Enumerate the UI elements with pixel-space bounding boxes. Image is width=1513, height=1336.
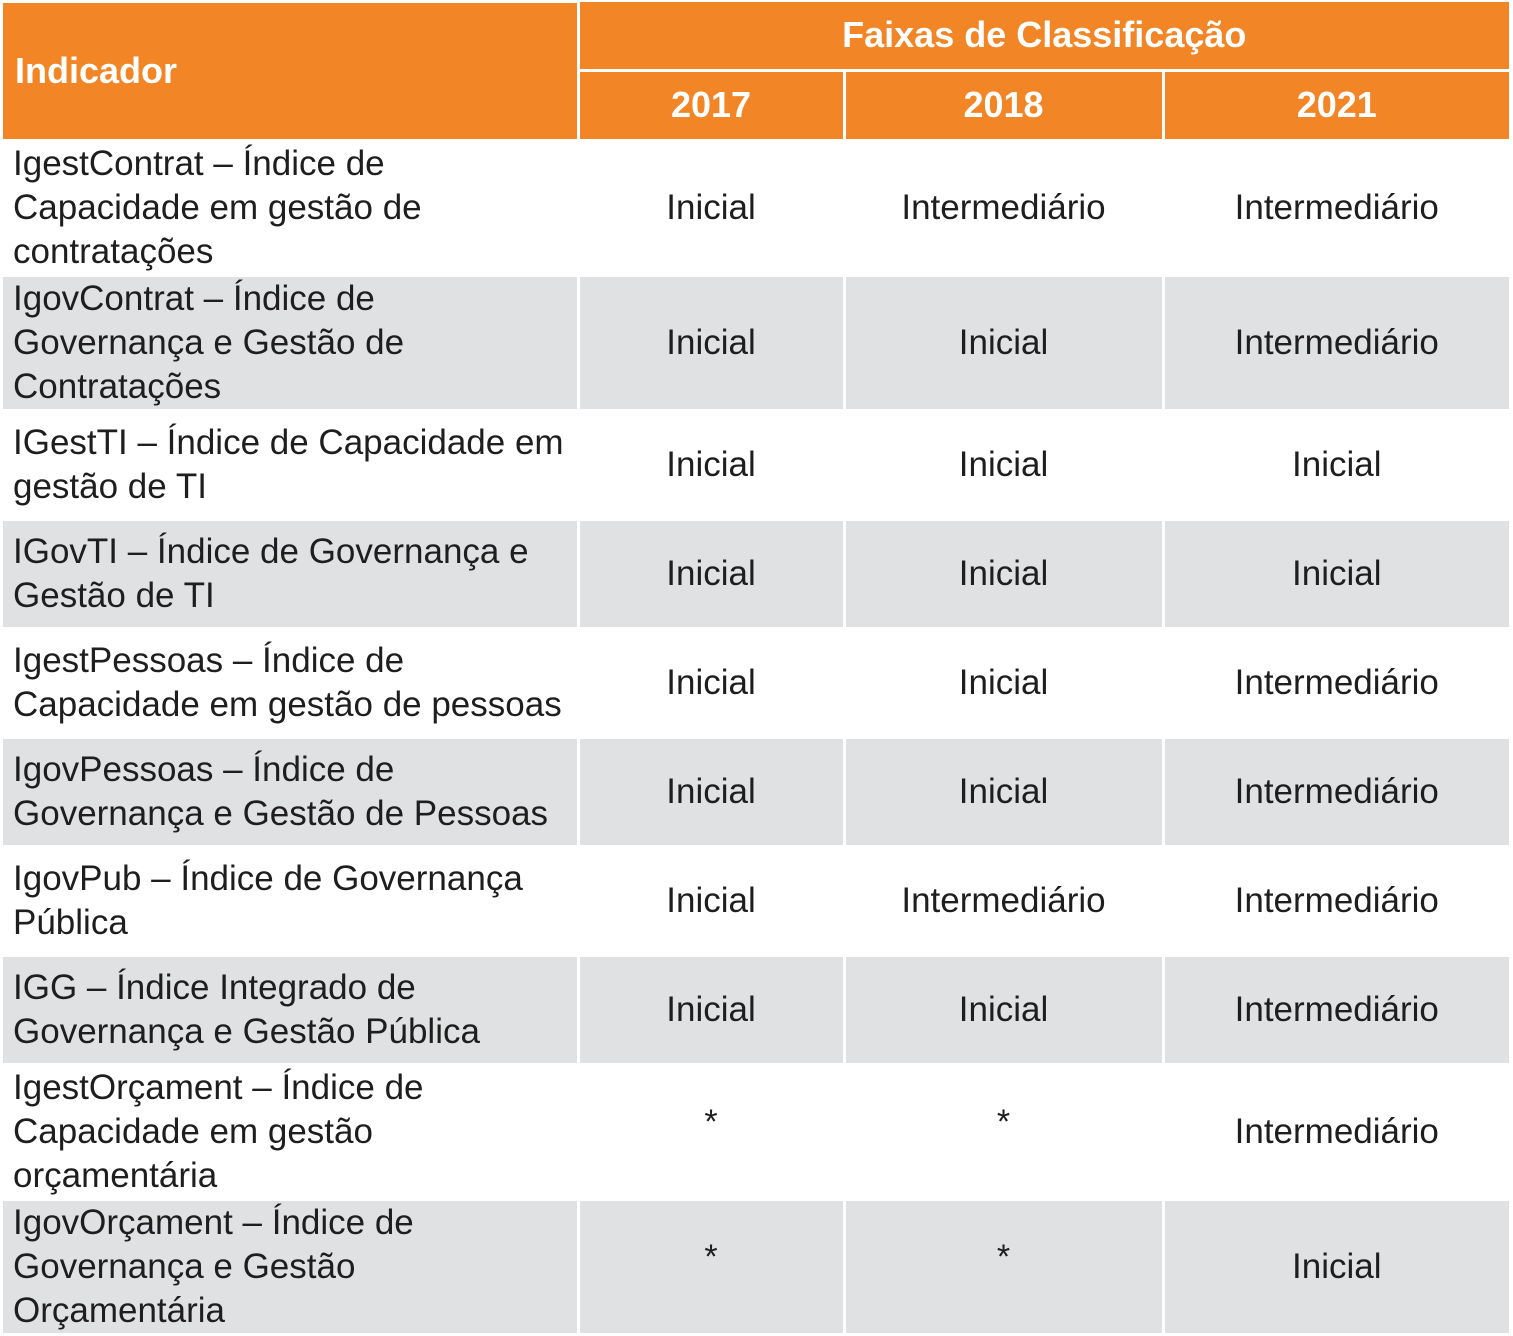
table-row (3, 520, 1509, 629)
year-header-2017: 2017 (578, 70, 844, 140)
classification-cell-2017: Inicial (578, 738, 844, 847)
classification-cell-2018 (844, 1200, 1163, 1335)
indicator-column-header: Indicador (3, 2, 578, 141)
classification-cell-2018: Inicial (844, 276, 1163, 411)
indicator-cell: IgestPessoas – Índice de Capacidade em gestão de pessoas (3, 629, 578, 738)
classification-cell-2018: Inicial (844, 956, 1163, 1065)
table-row (3, 276, 1509, 411)
year-header-2018: 2018 (844, 70, 1163, 140)
table-row (3, 738, 1509, 847)
classification-cell-2021: Intermediário (1163, 141, 1509, 276)
classification-cell-2021: Inicial (1163, 1200, 1509, 1335)
classification-cell-2021: Intermediário (1163, 956, 1509, 1065)
not-applicable-marker: * (996, 1237, 1011, 1276)
not-applicable-marker: * (996, 1102, 1011, 1141)
classification-cell-2018: Intermediário (844, 141, 1163, 276)
indicator-cell: IgovPub – Índice de Governança Pública (3, 847, 578, 956)
year-header-2021: 2021 (1163, 70, 1509, 140)
classification-cell-2017: Inicial (578, 411, 844, 520)
classification-cell-2021: Intermediário (1163, 629, 1509, 738)
indicator-cell: IGestTI – Índice de Capacidade em gestão de TI (3, 411, 578, 520)
table-row (3, 1065, 1509, 1200)
indicator-cell: IgestContrat – Índice de Capacidade em gestão de contratações (3, 141, 578, 276)
classification-cell-2018: Inicial (844, 629, 1163, 738)
table-row (3, 847, 1509, 956)
classification-cell-2017 (578, 1065, 844, 1200)
classification-cell-2017 (578, 1200, 844, 1335)
indicator-cell: IgovPessoas – Índice de Governança e Gestão de Pessoas (3, 738, 578, 847)
table-row (3, 141, 1509, 276)
classification-cell-2018: Inicial (844, 411, 1163, 520)
indicator-cell: IgovOrçament – Índice de Governança e Gestão Orçamentária (3, 1200, 578, 1335)
classification-cell-2018 (844, 1065, 1163, 1200)
classification-table-container (3, 0, 1509, 1336)
table-row (3, 956, 1509, 1065)
classification-cell-2017: Inicial (578, 276, 844, 411)
indicator-cell: IgestOrçament – Índice de Capacidade em gestão orçamentária (3, 1065, 578, 1200)
classification-cell-2018: Intermediário (844, 847, 1163, 956)
classification-cell-2018: Inicial (844, 520, 1163, 629)
indicator-cell: IgovContrat – Índice de Governança e Gestão de Contratações (3, 276, 578, 411)
classification-cell-2017: Inicial (578, 847, 844, 956)
classification-cell-2017: Inicial (578, 141, 844, 276)
table-row (3, 411, 1509, 520)
classification-cell-2021: Inicial (1163, 411, 1509, 520)
not-applicable-marker: * (704, 1102, 718, 1141)
table-body (3, 141, 1509, 1335)
classification-cell-2017: Inicial (578, 629, 844, 738)
classification-cell-2021: Intermediário (1163, 1065, 1509, 1200)
classification-cell-2017: Inicial (578, 520, 844, 629)
table-row (3, 629, 1509, 738)
classification-cell-2021: Intermediário (1163, 738, 1509, 847)
table-row (3, 1200, 1509, 1335)
table-header (3, 2, 1509, 141)
indicator-cell: IGovTI – Índice de Governança e Gestão de TI (3, 520, 578, 629)
not-applicable-marker: * (704, 1237, 718, 1276)
classification-cell-2021: Intermediário (1163, 847, 1509, 956)
classification-cell-2018: Inicial (844, 738, 1163, 847)
classification-table (3, 0, 1509, 1336)
classification-cell-2021: Inicial (1163, 520, 1509, 629)
classification-group-header: Faixas de Classificação (578, 2, 1509, 71)
indicator-cell: IGG – Índice Integrado de Governança e Gestão Pública (3, 956, 578, 1065)
classification-cell-2017: Inicial (578, 956, 844, 1065)
classification-cell-2021: Intermediário (1163, 276, 1509, 411)
